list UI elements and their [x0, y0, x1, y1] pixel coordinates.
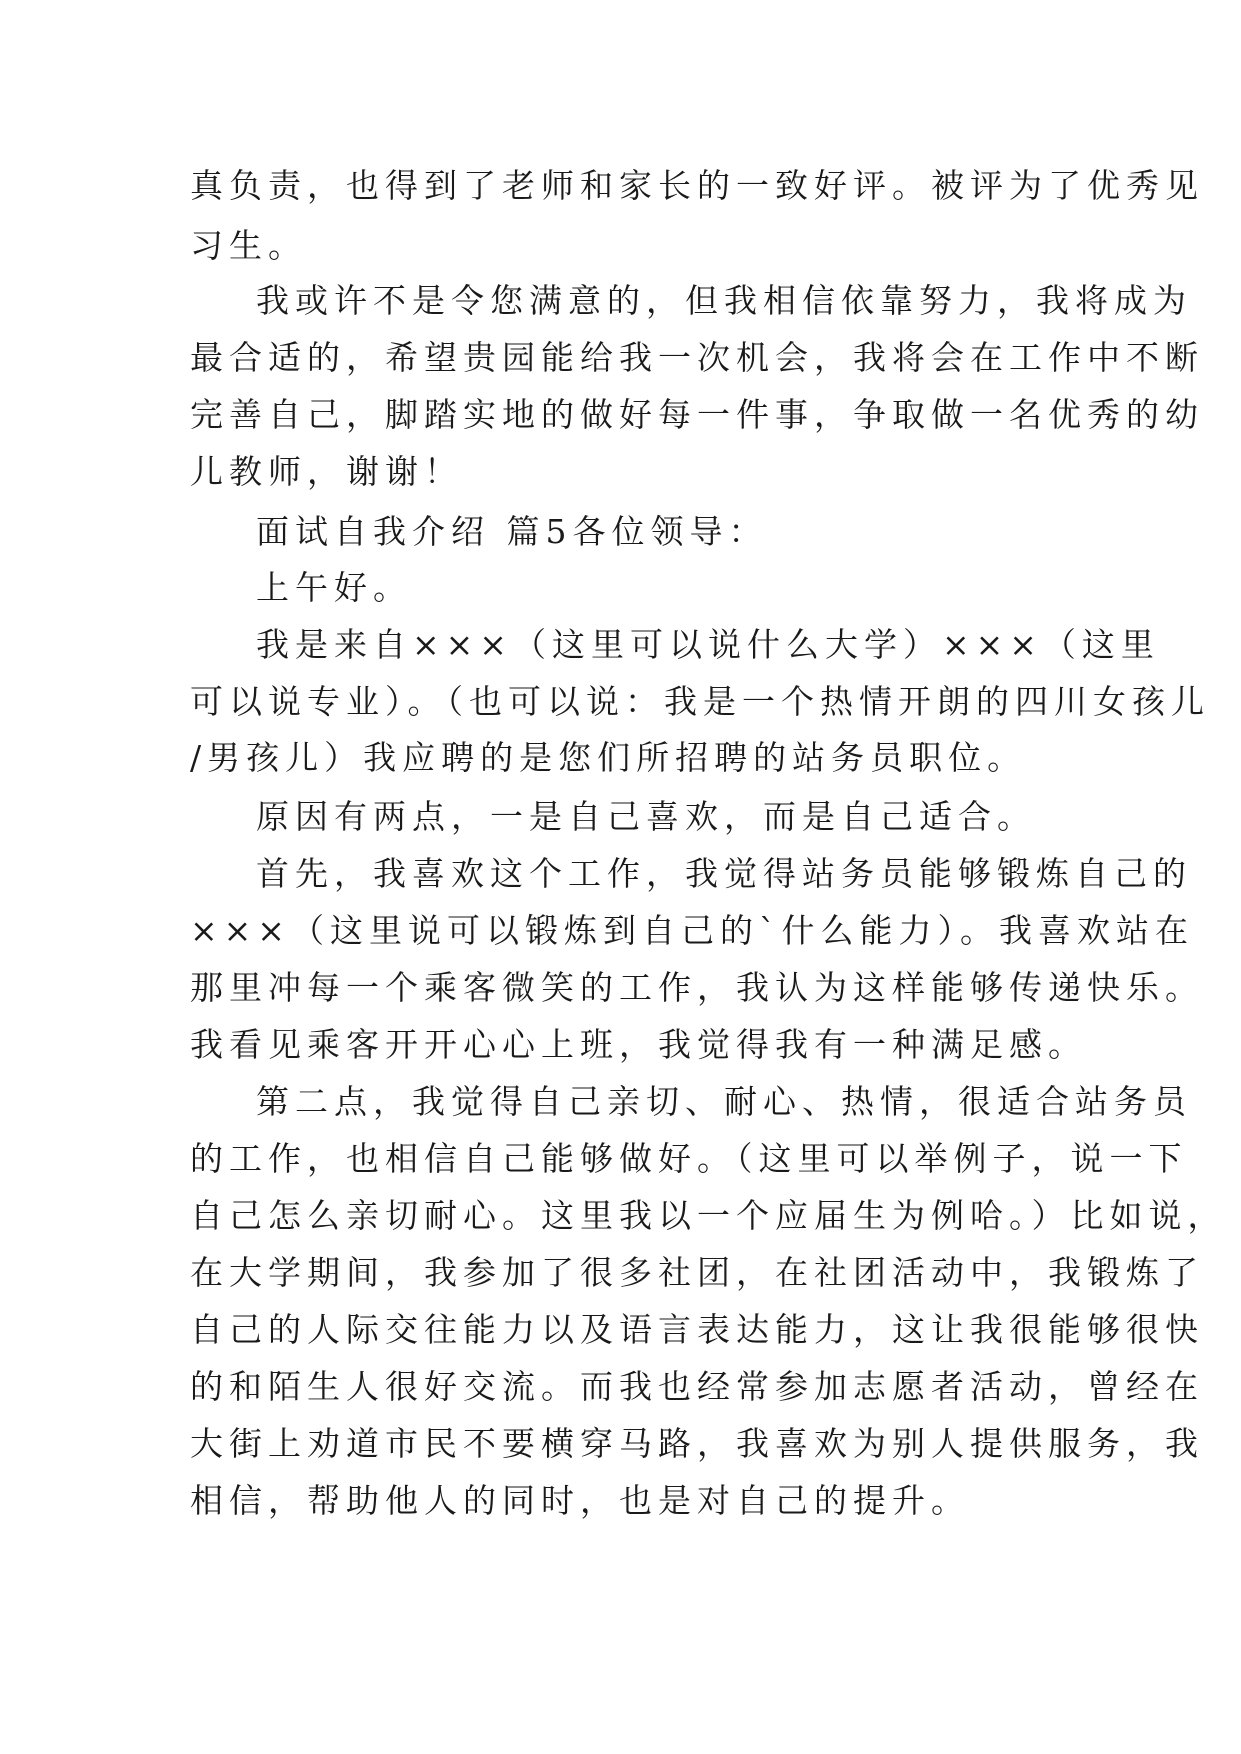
text-line: 自己的人际交往能力以及语言表达能力，这让我很能够很快: [190, 1310, 1204, 1349]
text-line: ×××（这里说可以锻炼到自己的`什么能力）。我喜欢站在: [190, 911, 1194, 950]
paragraph-first-line: 首先，我喜欢这个工作，我觉得站务员能够锻炼自己的: [256, 854, 1192, 893]
text-line: /男孩儿）我应聘的是您们所招聘的站务员职位。: [190, 738, 1027, 777]
text-line: 儿教师，谢谢！: [190, 452, 463, 491]
text-line: 在大学期间，我参加了很多社团，在社团活动中，我锻炼了: [190, 1253, 1204, 1292]
text-line: 最合适的，希望贵园能给我一次机会，我将会在工作中不断: [190, 338, 1204, 377]
text-line: 我看见乘客开开心心上班，我觉得我有一种满足感。: [190, 1025, 1087, 1064]
text-line: 大街上劝道市民不要横穿马路，我喜欢为别人提供服务，我: [190, 1424, 1204, 1463]
text-line: 的和陌生人很好交流。而我也经常参加志愿者活动，曾经在: [190, 1367, 1204, 1406]
text-line: 相信，帮助他人的同时，也是对自己的提升。: [190, 1481, 970, 1520]
text-line: 完善自己，脚踏实地的做好每一件事，争取做一名优秀的幼: [190, 395, 1204, 434]
text-line: 自己怎么亲切耐心。这里我以一个应届生为例哈。）比如说，: [190, 1196, 1227, 1235]
paragraph-first-line: 我是来自×××（这里可以说什么大学）×××（这里: [256, 625, 1160, 664]
text-line: 那里冲每一个乘客微笑的工作，我认为这样能够传递快乐。: [190, 968, 1204, 1007]
section-heading: 面试自我介绍 篇5各位领导：: [256, 512, 768, 551]
text-line: 可以说专业）。（也可以说：我是一个热情开朗的四川女孩儿: [190, 682, 1210, 721]
text-line: 真负责，也得到了老师和家长的一致好评。被评为了优秀见: [190, 166, 1204, 205]
greeting-line: 上午好。: [256, 568, 412, 607]
text-line: 习生。: [190, 226, 307, 265]
text-line: 的工作，也相信自己能够做好。（这里可以举例子，说一下: [190, 1139, 1188, 1178]
paragraph-first-line: 原因有两点，一是自己喜欢，而是自己适合。: [256, 797, 1036, 836]
paragraph-first-line: 我或许不是令您满意的，但我相信依靠努力，我将成为: [256, 281, 1192, 320]
paragraph-first-line: 第二点，我觉得自己亲切、耐心、热情，很适合站务员: [256, 1082, 1192, 1121]
